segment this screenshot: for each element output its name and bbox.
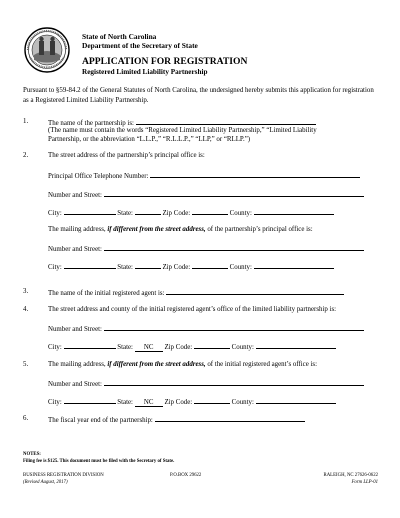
street-field-1[interactable] (104, 190, 364, 197)
page-title: APPLICATION FOR REGISTRATION (82, 56, 248, 67)
county-field-3[interactable] (256, 342, 336, 349)
zip-field-3[interactable] (194, 342, 230, 349)
phone-row: Principal Office Telephone Number: (48, 171, 360, 180)
street-row-1: Number and Street: (48, 190, 364, 199)
state-field-4[interactable]: NC (135, 399, 163, 407)
city-field-1[interactable] (64, 208, 116, 215)
item-1-label: The name of the partnership is: (48, 118, 316, 127)
item-3-label: The name of the initial registered agent is: (48, 288, 344, 297)
footer-form-number: Form LLP-01 (351, 480, 378, 485)
city-field-4[interactable] (64, 397, 116, 404)
state-field-1[interactable] (135, 208, 161, 215)
city-row-4: City: State: NC Zip Code: County: (48, 397, 336, 407)
item-5-label: The mailing address, if different from the street address, of the initial registered agent’s office is: (48, 361, 318, 368)
county-field-1[interactable] (254, 208, 334, 215)
county-field-4[interactable] (256, 397, 336, 404)
footer-pobox: P.O.BOX 29622 (170, 473, 202, 478)
mailing-address-label-1: The mailing address, if different from the street address, of the partnership’s principal office is: (48, 226, 313, 233)
city-row-2: City: State: Zip Code: County: (48, 262, 334, 271)
item-number-2: 2. (23, 152, 29, 159)
item-number-6: 6. (23, 415, 29, 422)
department-name: Department of the Secretary of State (82, 41, 198, 50)
street-row-4: Number and Street: (48, 379, 364, 388)
fiscal-year-field[interactable] (155, 415, 305, 422)
item-number-5: 5. (23, 361, 29, 368)
zip-field-1[interactable] (192, 208, 228, 215)
zip-field-2[interactable] (192, 262, 228, 269)
footer-revised: (Revised August, 2017) (23, 480, 68, 485)
state-name: State of North Carolina (82, 32, 157, 41)
item-number-1: 1. (23, 118, 29, 125)
street-field-3[interactable] (104, 324, 364, 331)
footer-division: BUSINESS REGISTRATION DIVISION (23, 473, 104, 478)
street-field-4[interactable] (104, 379, 364, 386)
notes-body: Filing fee is $125. This document must be filed with the Secretary of State. (23, 459, 175, 464)
state-field-3[interactable]: NC (135, 344, 163, 352)
item-number-4: 4. (23, 306, 29, 313)
city-row-3: City: State: NC Zip Code: County: (48, 342, 336, 352)
intro-paragraph: Pursuant to §59-84.2 of the General Statutes of North Carolina, the undersigned hereby submits this application for registration as a Registered Limited Liability Partnership. (23, 87, 374, 104)
notes-heading: NOTES: (23, 452, 41, 457)
street-row-3: Number and Street: (48, 324, 364, 333)
item-4-label: The street address and county of the initial registered agent’s office of the limited liability partnership is: (48, 306, 337, 313)
county-field-2[interactable] (254, 262, 334, 269)
item-1-note-line1: (The name must contain the words “Registered Limited Liability Partnership,” “Limited Liability (48, 127, 317, 134)
city-field-3[interactable] (64, 342, 116, 349)
street-row-2: Number and Street: (48, 244, 364, 253)
telephone-field[interactable] (150, 171, 360, 178)
item-1-note-line2: Partnership, or the abbreviation “L.L.P.,” “R.L.L.P.,” “LLP,” or “RLLP.”) (48, 136, 251, 143)
zip-field-4[interactable] (194, 397, 230, 404)
footer-city: RALEIGH, NC 27626-0622 (323, 473, 378, 478)
state-field-2[interactable] (135, 262, 161, 269)
city-field-2[interactable] (64, 262, 116, 269)
item-2-label: The street address of the partnership’s principal office is: (48, 152, 205, 159)
item-number-3: 3. (23, 288, 29, 295)
page-subtitle: Registered Limited Liability Partnership (82, 68, 208, 76)
city-row-1: City: State: Zip Code: County: (48, 208, 334, 217)
state-seal-logo (24, 27, 70, 73)
partnership-name-field[interactable] (136, 118, 316, 125)
item-6-label: The fiscal year end of the partnership: (48, 415, 305, 424)
registered-agent-field[interactable] (166, 288, 344, 295)
street-field-2[interactable] (104, 244, 364, 251)
